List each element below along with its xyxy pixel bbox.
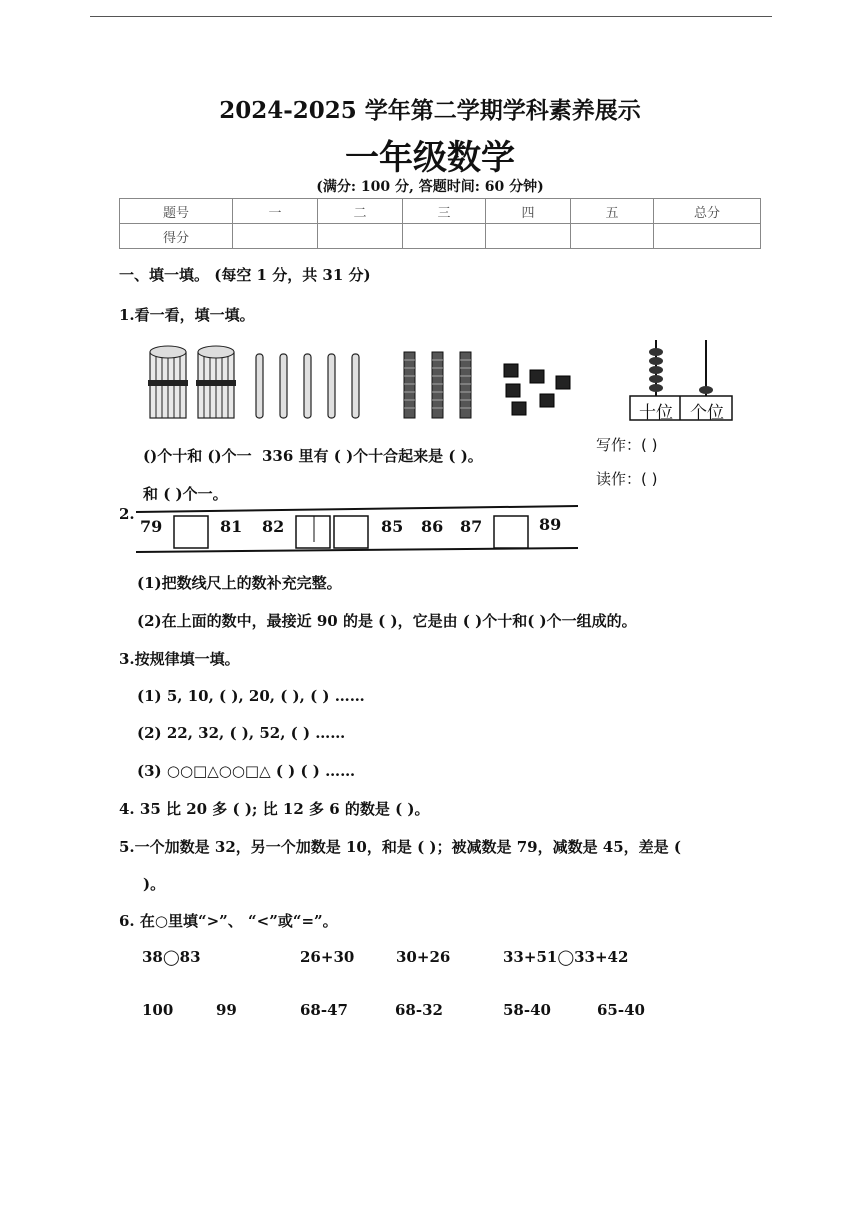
score-cell[interactable]	[654, 224, 761, 249]
score-header-cell: 总分	[654, 199, 761, 224]
exam-title: 2024-2025 学年第二学期学科素养展示	[219, 97, 641, 124]
number-line-label: 89	[539, 515, 562, 534]
single-sticks	[256, 354, 359, 418]
number-line-label: 81	[220, 517, 243, 536]
score-row-label: 得分	[120, 224, 233, 249]
abacus-ones-label: 个位	[690, 403, 724, 423]
score-table	[119, 198, 761, 249]
q1-prompt: 1.看一看，填一填。	[119, 306, 255, 324]
q1-blank-tens-ones: ()个十和 ()个一	[143, 447, 252, 465]
unit-cubes	[504, 364, 570, 415]
q3-line2: (2) 22, 32, ( ), 52, ( ) ……	[137, 724, 346, 742]
q6-prompt: 6. 在○里填“>”、 “<”或“=”。	[119, 912, 338, 930]
number-line-label: 86	[421, 517, 444, 536]
abacus-tens-label: 十位	[639, 403, 673, 423]
stick-bundle-2	[196, 346, 236, 418]
score-cell[interactable]	[486, 224, 571, 249]
number-line-label: 82	[262, 517, 285, 536]
q1-blank-336: 336 里有 ( )个十合起来是 ( )。	[262, 447, 483, 465]
q6-compare-6a: 58-40	[503, 1001, 551, 1019]
q6-compare-4b: 99	[216, 1001, 237, 1019]
score-header-cell: 一	[233, 199, 318, 224]
q6-compare-5a: 68-47	[300, 1001, 348, 1019]
q6-compare-1: 38◯83	[142, 948, 201, 966]
score-cell[interactable]	[318, 224, 403, 249]
q4-text: 4. 35 比 20 多 ( ); 比 12 多 6 的数是 ( )。	[119, 800, 430, 818]
score-cell[interactable]	[571, 224, 654, 249]
score-cell[interactable]	[403, 224, 486, 249]
q1-read: 读作：( )	[596, 470, 658, 488]
score-header-cell: 三	[403, 199, 486, 224]
number-line-label: 87	[460, 517, 483, 536]
score-table-header-row	[120, 199, 761, 224]
q1-write: 写作：( )	[596, 436, 658, 454]
q3-prompt: 3.按规律填一填。	[119, 650, 240, 668]
q6-compare-6b: 65-40	[597, 1001, 645, 1019]
q3-line3: (3) ○○□△○○□△ ( ) ( ) ……	[137, 762, 356, 780]
q6-compare-2b: 30+26	[396, 948, 451, 966]
number-line-box-84[interactable]	[334, 516, 368, 548]
q2-sub1: (1)把数线尺上的数补充完整。	[137, 574, 342, 592]
score-header-cell: 四	[486, 199, 571, 224]
q2-label: 2.	[119, 505, 135, 523]
top-rule	[90, 16, 772, 17]
q3-line1: (1) 5, 10, ( ), 20, ( ), ( ) ……	[137, 687, 365, 705]
stick-bundle-1	[148, 346, 188, 418]
number-line-label: 79	[140, 517, 163, 536]
score-header-cell: 五	[571, 199, 654, 224]
score-table-score-row	[120, 224, 761, 249]
subject-title: 一年级数学	[345, 138, 515, 178]
number-line-box-80[interactable]	[174, 516, 208, 548]
section-1-title: 一、填一填。 (每空 1 分，共 31 分)	[119, 266, 371, 284]
q5-line2: )。	[143, 875, 166, 893]
q6-compare-2a: 26+30	[300, 948, 355, 966]
q6-compare-5b: 68-32	[395, 1001, 443, 1019]
number-line-label: 85	[381, 517, 404, 536]
exam-info: (满分: 100 分, 答题时间: 60 分钟)	[316, 179, 544, 195]
number-line-box-88[interactable]	[494, 516, 528, 548]
q1-blank-ones: 和 ( )个一。	[143, 485, 228, 503]
score-header-cell: 二	[318, 199, 403, 224]
score-cell[interactable]	[233, 224, 318, 249]
q5-line1: 5.一个加数是 32，另一个加数是 10，和是 ( )；被减数是 79，减数是 45，差是 (	[119, 838, 682, 856]
number-line-box-83[interactable]	[296, 516, 330, 548]
score-header-cell: 题号	[120, 199, 233, 224]
q6-compare-4a: 100	[142, 1001, 174, 1019]
q6-compare-3: 33+51◯33+42	[503, 948, 629, 966]
number-line	[134, 502, 580, 554]
q2-sub2: (2)在上面的数中，最接近 90 的是 ( )，它是由 ( )个十和( )个一组成的。	[137, 612, 637, 630]
